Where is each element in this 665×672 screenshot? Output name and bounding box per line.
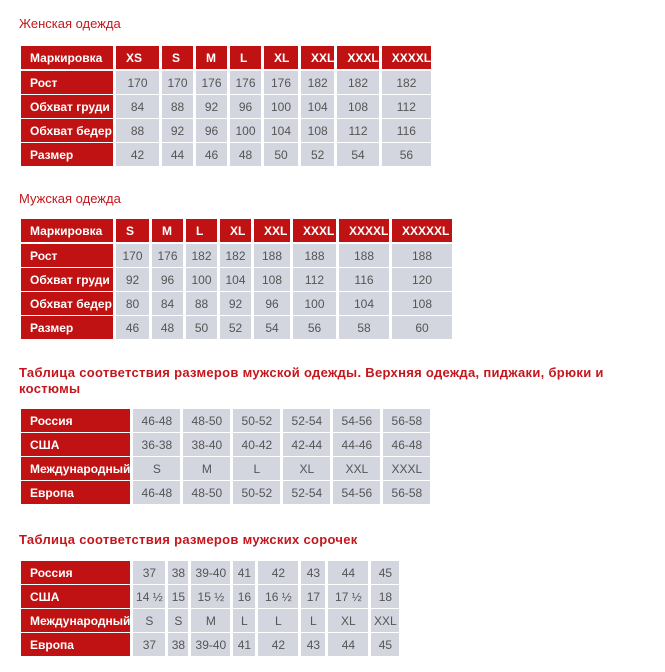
table-cell: 112 bbox=[337, 119, 378, 143]
column-header: M bbox=[152, 219, 183, 244]
table-cell: 48 bbox=[230, 143, 261, 167]
row-label: Обхват груди bbox=[21, 95, 113, 119]
row-label: Размер bbox=[21, 143, 113, 167]
table-cell: 48-50 bbox=[183, 481, 230, 505]
table-cell: L bbox=[258, 609, 298, 633]
column-header: XXL bbox=[301, 46, 334, 71]
men-size-table bbox=[18, 219, 455, 340]
men-clothing-title: Мужская одежда bbox=[19, 191, 121, 206]
table-cell: 17 ½ bbox=[328, 585, 368, 609]
table-cell: 42-44 bbox=[283, 433, 330, 457]
table-cell: 182 bbox=[301, 71, 334, 95]
table-cell: 16 bbox=[233, 585, 255, 609]
table-row bbox=[21, 268, 452, 292]
table-cell: S bbox=[133, 457, 180, 481]
table-cell: 100 bbox=[264, 95, 298, 119]
table-cell: 188 bbox=[293, 244, 336, 268]
men-shirts-correspondence-table bbox=[18, 561, 402, 657]
table-cell: 44 bbox=[162, 143, 193, 167]
table-cell: 42 bbox=[258, 561, 298, 585]
table-cell: M bbox=[191, 609, 230, 633]
table-row bbox=[21, 433, 430, 457]
table-cell: 54-56 bbox=[333, 409, 380, 433]
table-cell: 45 bbox=[371, 633, 399, 657]
table-cell: 100 bbox=[293, 292, 336, 316]
table-cell: 52 bbox=[301, 143, 334, 167]
table-cell: 100 bbox=[230, 119, 261, 143]
table-cell: 48 bbox=[152, 316, 183, 340]
table-row bbox=[21, 481, 430, 505]
table-row bbox=[21, 585, 399, 609]
table-cell: 58 bbox=[339, 316, 389, 340]
row-label: Рост bbox=[21, 244, 113, 268]
table-row bbox=[21, 292, 452, 316]
column-header: XS bbox=[116, 46, 159, 71]
men-outerwear-title bbox=[19, 365, 604, 397]
table-cell: 50 bbox=[186, 316, 217, 340]
column-header: L bbox=[230, 46, 261, 71]
row-label: Россия bbox=[21, 409, 130, 433]
table-cell: 182 bbox=[382, 71, 431, 95]
table-cell: 88 bbox=[162, 95, 193, 119]
row-label: Международный bbox=[21, 457, 130, 481]
table-cell: 54 bbox=[254, 316, 290, 340]
row-label: Обхват бедер bbox=[21, 119, 113, 143]
column-header: L bbox=[186, 219, 217, 244]
row-label: Европа bbox=[21, 481, 130, 505]
row-label: Международный bbox=[21, 609, 130, 633]
table-cell: 42 bbox=[116, 143, 159, 167]
table-cell: S bbox=[133, 609, 165, 633]
table-cell: 112 bbox=[382, 95, 431, 119]
table-cell: 50-52 bbox=[233, 481, 280, 505]
women-size-table bbox=[18, 46, 434, 167]
table-cell: 38 bbox=[168, 633, 188, 657]
table-cell: 188 bbox=[339, 244, 389, 268]
table-cell: XL bbox=[328, 609, 368, 633]
table-cell: 46 bbox=[196, 143, 227, 167]
men-outerwear-title-line1: Таблица соответствия размеров мужской одежды. Верхняя одежда, пиджаки, брюки и bbox=[19, 365, 604, 380]
table-cell: XXL bbox=[371, 609, 399, 633]
men-outerwear-title-line2: костюмы bbox=[19, 381, 81, 396]
table-cell: 15 bbox=[168, 585, 188, 609]
table-cell: 100 bbox=[186, 268, 217, 292]
table-cell: 39-40 bbox=[191, 633, 230, 657]
column-header: XXXL bbox=[293, 219, 336, 244]
men-shirts-title: Таблица соответствия размеров мужских сорочек bbox=[19, 532, 358, 547]
table-row bbox=[21, 609, 399, 633]
table-cell: 40-42 bbox=[233, 433, 280, 457]
table-row bbox=[21, 71, 431, 95]
table-cell: 84 bbox=[116, 95, 159, 119]
table-cell: 54-56 bbox=[333, 481, 380, 505]
table-cell: 176 bbox=[152, 244, 183, 268]
table-cell: 41 bbox=[233, 633, 255, 657]
table-cell: 96 bbox=[254, 292, 290, 316]
table-cell: 52-54 bbox=[283, 409, 330, 433]
table-cell: 43 bbox=[301, 561, 325, 585]
table-cell: 92 bbox=[220, 292, 251, 316]
table-row bbox=[21, 119, 431, 143]
table-cell: 104 bbox=[301, 95, 334, 119]
table-cell: 38-40 bbox=[183, 433, 230, 457]
table-cell: 16 ½ bbox=[258, 585, 298, 609]
table-cell: 108 bbox=[254, 268, 290, 292]
table-cell: 46-48 bbox=[133, 481, 180, 505]
table-row bbox=[21, 457, 430, 481]
table-cell: 96 bbox=[196, 119, 227, 143]
table-cell: 46-48 bbox=[383, 433, 430, 457]
table-cell: 116 bbox=[382, 119, 431, 143]
table-cell: 50-52 bbox=[233, 409, 280, 433]
table-cell: 80 bbox=[116, 292, 149, 316]
women-clothing-title: Женская одежда bbox=[19, 16, 121, 31]
table-row bbox=[21, 143, 431, 167]
table-cell: 44 bbox=[328, 561, 368, 585]
column-header: XXXXL bbox=[339, 219, 389, 244]
table-cell: S bbox=[168, 609, 188, 633]
table-cell: 182 bbox=[220, 244, 251, 268]
column-header: XXXXL bbox=[382, 46, 431, 71]
table-cell: 108 bbox=[392, 292, 452, 316]
row-label: Рост bbox=[21, 71, 113, 95]
men-outerwear-correspondence-table bbox=[18, 409, 433, 505]
table-cell: 45 bbox=[371, 561, 399, 585]
table-cell: 56 bbox=[293, 316, 336, 340]
row-label: Россия bbox=[21, 561, 130, 585]
table-cell: 170 bbox=[162, 71, 193, 95]
table-cell: 188 bbox=[254, 244, 290, 268]
table-cell: 54 bbox=[337, 143, 378, 167]
row-label: Обхват груди bbox=[21, 268, 113, 292]
table-cell: 42 bbox=[258, 633, 298, 657]
table-cell: 50 bbox=[264, 143, 298, 167]
table-cell: 104 bbox=[220, 268, 251, 292]
table-cell: 170 bbox=[116, 71, 159, 95]
column-header: XXXL bbox=[337, 46, 378, 71]
table-cell: 176 bbox=[264, 71, 298, 95]
table-cell: 176 bbox=[196, 71, 227, 95]
table-row bbox=[21, 244, 452, 268]
table-cell: 182 bbox=[186, 244, 217, 268]
table-cell: M bbox=[183, 457, 230, 481]
table-cell: 56 bbox=[382, 143, 431, 167]
table-cell: L bbox=[233, 609, 255, 633]
row-label: Европа bbox=[21, 633, 130, 657]
table-cell: 116 bbox=[339, 268, 389, 292]
table-header-row bbox=[21, 46, 431, 71]
row-label: США bbox=[21, 433, 130, 457]
table-cell: 15 ½ bbox=[191, 585, 230, 609]
table-cell: XL bbox=[283, 457, 330, 481]
column-header: M bbox=[196, 46, 227, 71]
column-header: XXXXXL bbox=[392, 219, 452, 244]
column-header: XL bbox=[220, 219, 251, 244]
table-cell: 96 bbox=[152, 268, 183, 292]
table-cell: 48-50 bbox=[183, 409, 230, 433]
table-cell: L bbox=[301, 609, 325, 633]
table-header-row bbox=[21, 219, 452, 244]
column-header: Маркировка bbox=[21, 46, 113, 71]
table-cell: 52-54 bbox=[283, 481, 330, 505]
table-cell: 104 bbox=[264, 119, 298, 143]
column-header: XL bbox=[264, 46, 298, 71]
table-cell: 43 bbox=[301, 633, 325, 657]
row-label: США bbox=[21, 585, 130, 609]
table-cell: 18 bbox=[371, 585, 399, 609]
table-cell: 46 bbox=[116, 316, 149, 340]
table-cell: 36-38 bbox=[133, 433, 180, 457]
table-cell: 182 bbox=[337, 71, 378, 95]
table-cell: 84 bbox=[152, 292, 183, 316]
column-header: Маркировка bbox=[21, 219, 113, 244]
table-row bbox=[21, 95, 431, 119]
row-label: Размер bbox=[21, 316, 113, 340]
row-label: Обхват бедер bbox=[21, 292, 113, 316]
column-header: S bbox=[116, 219, 149, 244]
table-cell: 176 bbox=[230, 71, 261, 95]
table-cell: 88 bbox=[186, 292, 217, 316]
table-cell: 44-46 bbox=[333, 433, 380, 457]
table-cell: 44 bbox=[328, 633, 368, 657]
table-row bbox=[21, 561, 399, 585]
table-cell: 120 bbox=[392, 268, 452, 292]
table-row bbox=[21, 409, 430, 433]
table-row bbox=[21, 633, 399, 657]
table-cell: XXL bbox=[333, 457, 380, 481]
table-cell: 104 bbox=[339, 292, 389, 316]
table-cell: 56-58 bbox=[383, 409, 430, 433]
table-cell: 88 bbox=[116, 119, 159, 143]
table-cell: 108 bbox=[337, 95, 378, 119]
table-cell: 17 bbox=[301, 585, 325, 609]
table-cell: 60 bbox=[392, 316, 452, 340]
table-cell: 96 bbox=[230, 95, 261, 119]
table-cell: 14 ½ bbox=[133, 585, 165, 609]
table-cell: 112 bbox=[293, 268, 336, 292]
table-cell: 92 bbox=[116, 268, 149, 292]
table-cell: L bbox=[233, 457, 280, 481]
table-cell: 92 bbox=[162, 119, 193, 143]
table-cell: XXXL bbox=[383, 457, 430, 481]
table-cell: 46-48 bbox=[133, 409, 180, 433]
table-cell: 37 bbox=[133, 633, 165, 657]
table-cell: 170 bbox=[116, 244, 149, 268]
table-cell: 108 bbox=[301, 119, 334, 143]
table-cell: 38 bbox=[168, 561, 188, 585]
table-row bbox=[21, 316, 452, 340]
table-cell: 56-58 bbox=[383, 481, 430, 505]
column-header: XXL bbox=[254, 219, 290, 244]
table-cell: 41 bbox=[233, 561, 255, 585]
table-cell: 37 bbox=[133, 561, 165, 585]
table-cell: 52 bbox=[220, 316, 251, 340]
table-cell: 188 bbox=[392, 244, 452, 268]
column-header: S bbox=[162, 46, 193, 71]
table-cell: 92 bbox=[196, 95, 227, 119]
table-cell: 39-40 bbox=[191, 561, 230, 585]
